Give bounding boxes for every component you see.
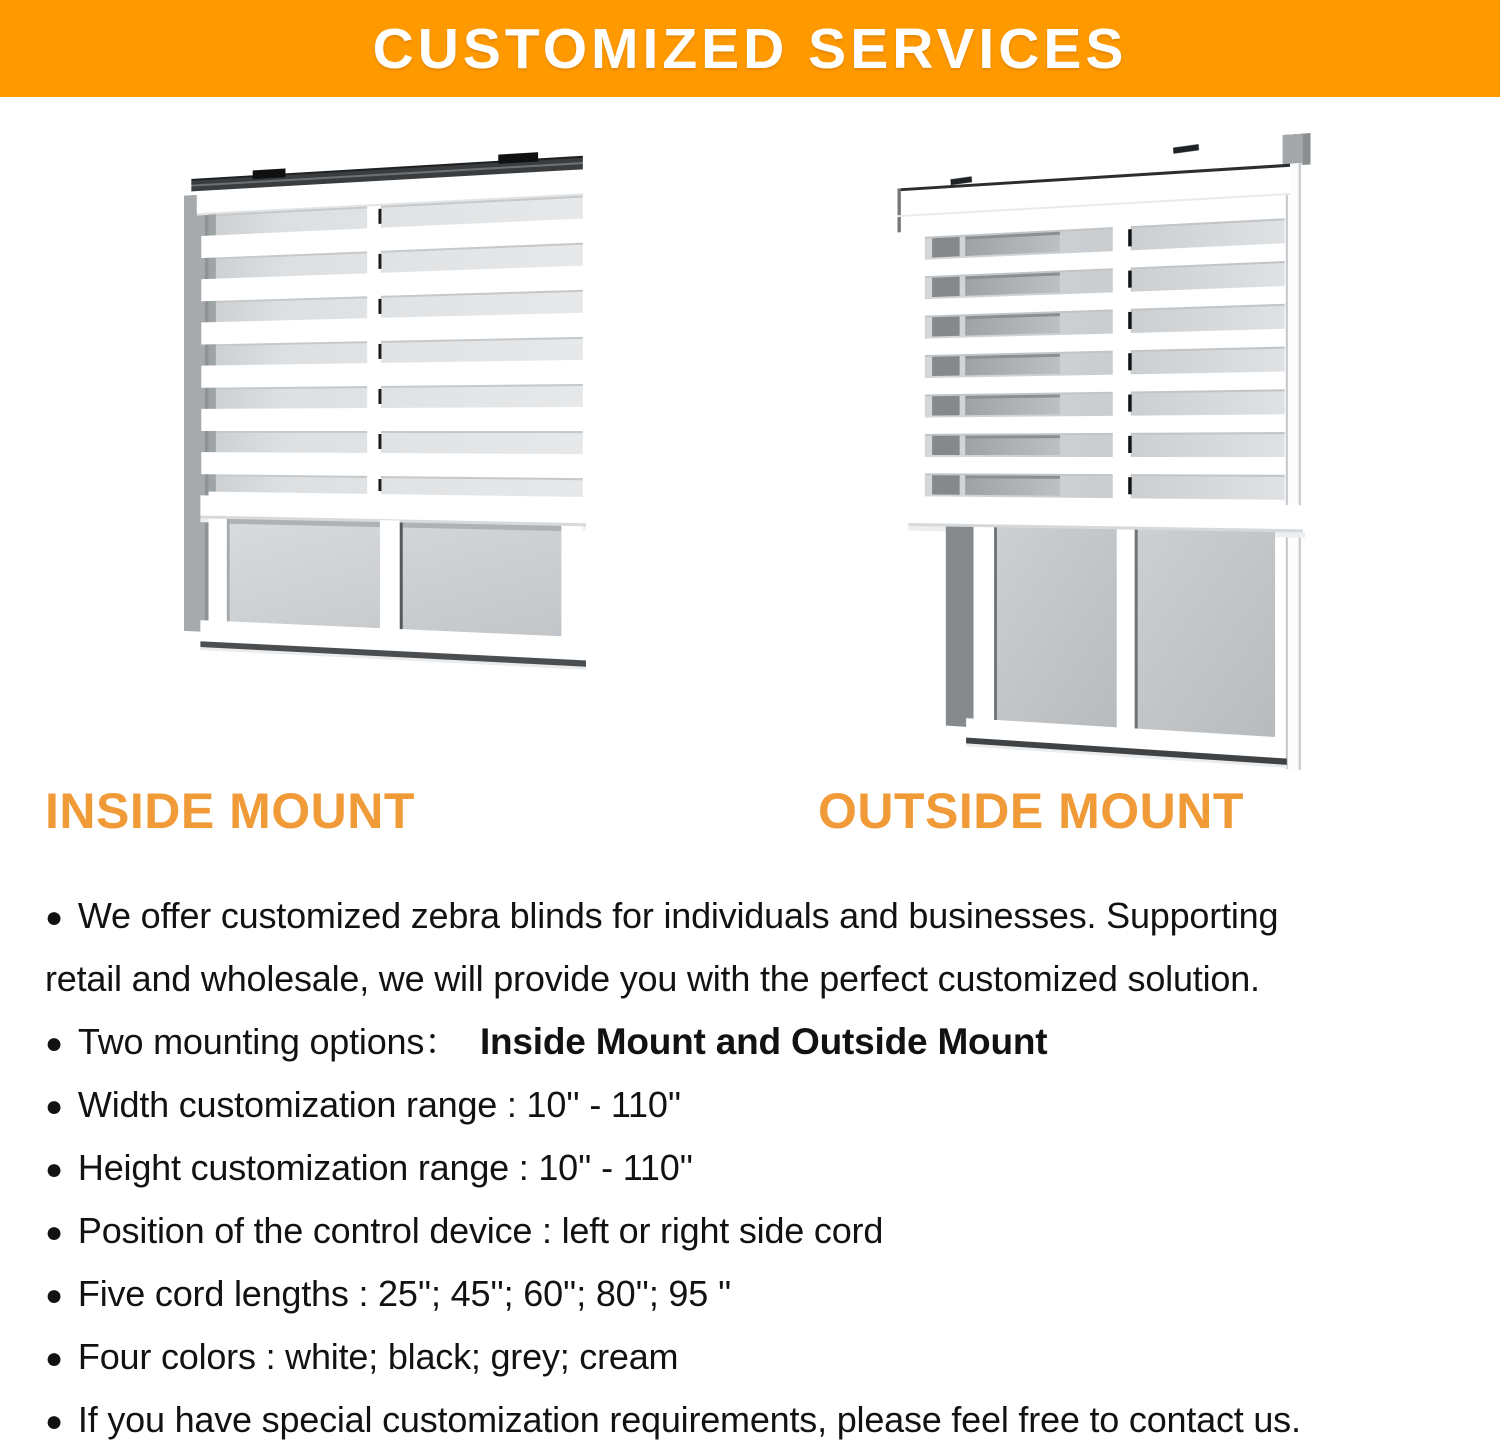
feature-custom-offer-line2 <box>45 947 1475 1010</box>
feature-text: Position of the control device : left or right side cord <box>77 1210 884 1251</box>
feature-text: Two mounting options： <box>77 1021 460 1062</box>
outside-mount-image <box>898 133 1312 778</box>
feature-colors <box>45 1325 1475 1388</box>
feature-width-range <box>45 1073 1475 1136</box>
feature-mounting-options <box>45 1010 1475 1073</box>
bullet-icon: ● <box>45 1405 63 1438</box>
inside-mount-label: INSIDE MOUNT <box>45 783 415 839</box>
feature-text: If you have special customization requirements, please feel free to contact us. <box>77 1399 1301 1440</box>
feature-contact-us <box>45 1388 1475 1451</box>
bullet-icon: ● <box>45 1153 63 1186</box>
page-title: CUSTOMIZED SERVICES <box>372 16 1128 81</box>
bullet-icon: ● <box>45 1216 63 1249</box>
feature-mounting-options-value: Inside Mount and Outside Mount <box>479 1021 1048 1062</box>
feature-text: Five cord lengths : 25''; 45''; 60''; 80''; 95 '' <box>77 1273 732 1314</box>
bullet-icon: ● <box>45 1342 63 1375</box>
feature-text: Width customization range : 10'' - 110'' <box>77 1084 682 1125</box>
features-list <box>45 884 1475 1451</box>
window-lower-panes <box>946 527 1287 768</box>
bullet-icon: ● <box>45 901 63 934</box>
outside-mount-window-graphic <box>898 133 1312 778</box>
bullet-icon: ● <box>45 1279 63 1312</box>
inside-mount-image <box>184 147 586 713</box>
zebra-blind-fabric <box>914 195 1285 505</box>
inside-mount-window-graphic <box>184 147 586 713</box>
zebra-blind-fabric <box>201 195 586 501</box>
bullet-icon: ● <box>45 1027 63 1060</box>
feature-text: retail and wholesale, we will provide you with the perfect customized solution. <box>45 958 1260 999</box>
feature-text: We offer customized zebra blinds for individuals and businesses. Supporting <box>77 895 1279 936</box>
feature-cord-lengths <box>45 1262 1475 1325</box>
feature-height-range <box>45 1136 1475 1199</box>
outside-mount-label: OUTSIDE MOUNT <box>818 783 1244 839</box>
window-right-frame-edge <box>1283 133 1311 771</box>
window-lower-panes <box>200 516 586 670</box>
feature-text: Height customization range : 10'' - 110'' <box>77 1147 693 1188</box>
header-banner <box>0 0 1500 97</box>
bullet-icon: ● <box>45 1090 63 1123</box>
feature-custom-offer-line1 <box>45 884 1475 947</box>
feature-control-position <box>45 1199 1475 1262</box>
feature-text: Four colors : white; black; grey; cream <box>77 1336 679 1377</box>
